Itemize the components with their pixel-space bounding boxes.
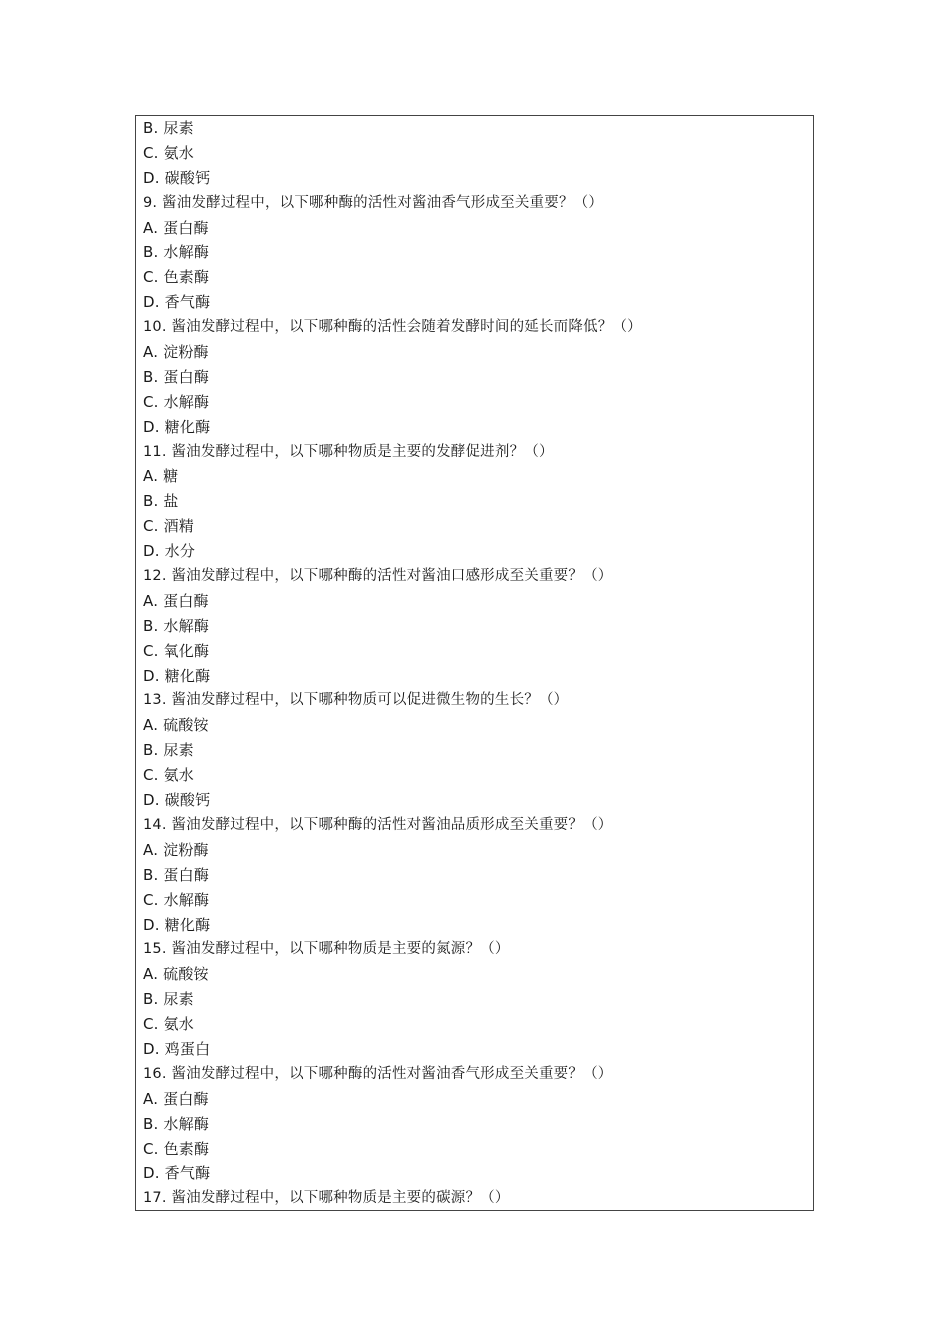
answer-option: B. 尿素 [143,741,194,760]
answer-option: D. 糖化酶 [143,666,211,685]
answer-option: D. 鸡蛋白 [143,1039,211,1058]
answer-option: C. 酒精 [143,517,195,536]
answer-option: C. 氨水 [143,766,195,785]
question-text: 14. 酱油发酵过程中，以下哪种酶的活性对酱油品质形成至关重要？（） [143,816,613,833]
question-text: 12. 酱油发酵过程中，以下哪种酶的活性对酱油口感形成至关重要？（） [143,568,613,585]
answer-option: C. 氨水 [143,143,195,162]
answer-option: A. 淀粉酶 [143,343,209,362]
answer-option: A. 蛋白酶 [143,1089,209,1108]
question-text: 17. 酱油发酵过程中，以下哪种物质是主要的碳源？（） [143,1190,510,1207]
question-text: 16. 酱油发酵过程中，以下哪种酶的活性对酱油香气形成至关重要？（） [143,1065,613,1082]
answer-option: C. 氨水 [143,1015,195,1034]
question-text: 9. 酱油发酵过程中，以下哪种酶的活性对酱油香气形成至关重要？（） [143,194,604,211]
question-text: 15. 酱油发酵过程中，以下哪种物质是主要的氮源？（） [143,941,510,958]
answer-option: D. 糖化酶 [143,417,211,436]
answer-option: C. 氧化酶 [143,641,210,660]
answer-option: D. 碳酸钙 [143,791,211,810]
answer-option: A. 硫酸铵 [143,716,209,735]
answer-option: B. 蛋白酶 [143,865,210,884]
answer-option: D. 水分 [143,542,196,561]
answer-option: D. 糖化酶 [143,915,211,934]
answer-option: B. 蛋白酶 [143,367,210,386]
answer-option: B. 盐 [143,492,179,511]
answer-option: B. 水解酶 [143,1114,210,1133]
answer-option: B. 水解酶 [143,616,210,635]
answer-option: C. 水解酶 [143,890,210,909]
answer-option: D. 碳酸钙 [143,168,211,187]
answer-option: C. 色素酶 [143,1139,210,1158]
answer-option: B. 水解酶 [143,243,210,262]
answer-option: B. 尿素 [143,990,194,1009]
answer-option: C. 色素酶 [143,268,210,287]
question-text: 10. 酱油发酵过程中，以下哪种酶的活性会随着发酵时间的延长而降低？（） [143,319,642,336]
answer-option: A. 糖 [143,467,179,486]
answer-option: B. 尿素 [143,119,194,137]
answer-option: D. 香气酶 [143,293,211,312]
answer-option: A. 蛋白酶 [143,218,209,237]
answer-option: C. 水解酶 [143,392,210,411]
answer-option: A. 蛋白酶 [143,591,209,610]
answer-option: D. 香气酶 [143,1164,211,1183]
answer-option: A. 硫酸铵 [143,965,209,984]
answer-option: A. 淀粉酶 [143,840,209,859]
question-list [143,116,803,1211]
question-text: 11. 酱油发酵过程中，以下哪种物质是主要的发酵促进剂？（） [143,443,554,460]
question-text: 13. 酱油发酵过程中，以下哪种物质可以促进微生物的生长？（） [143,692,569,709]
